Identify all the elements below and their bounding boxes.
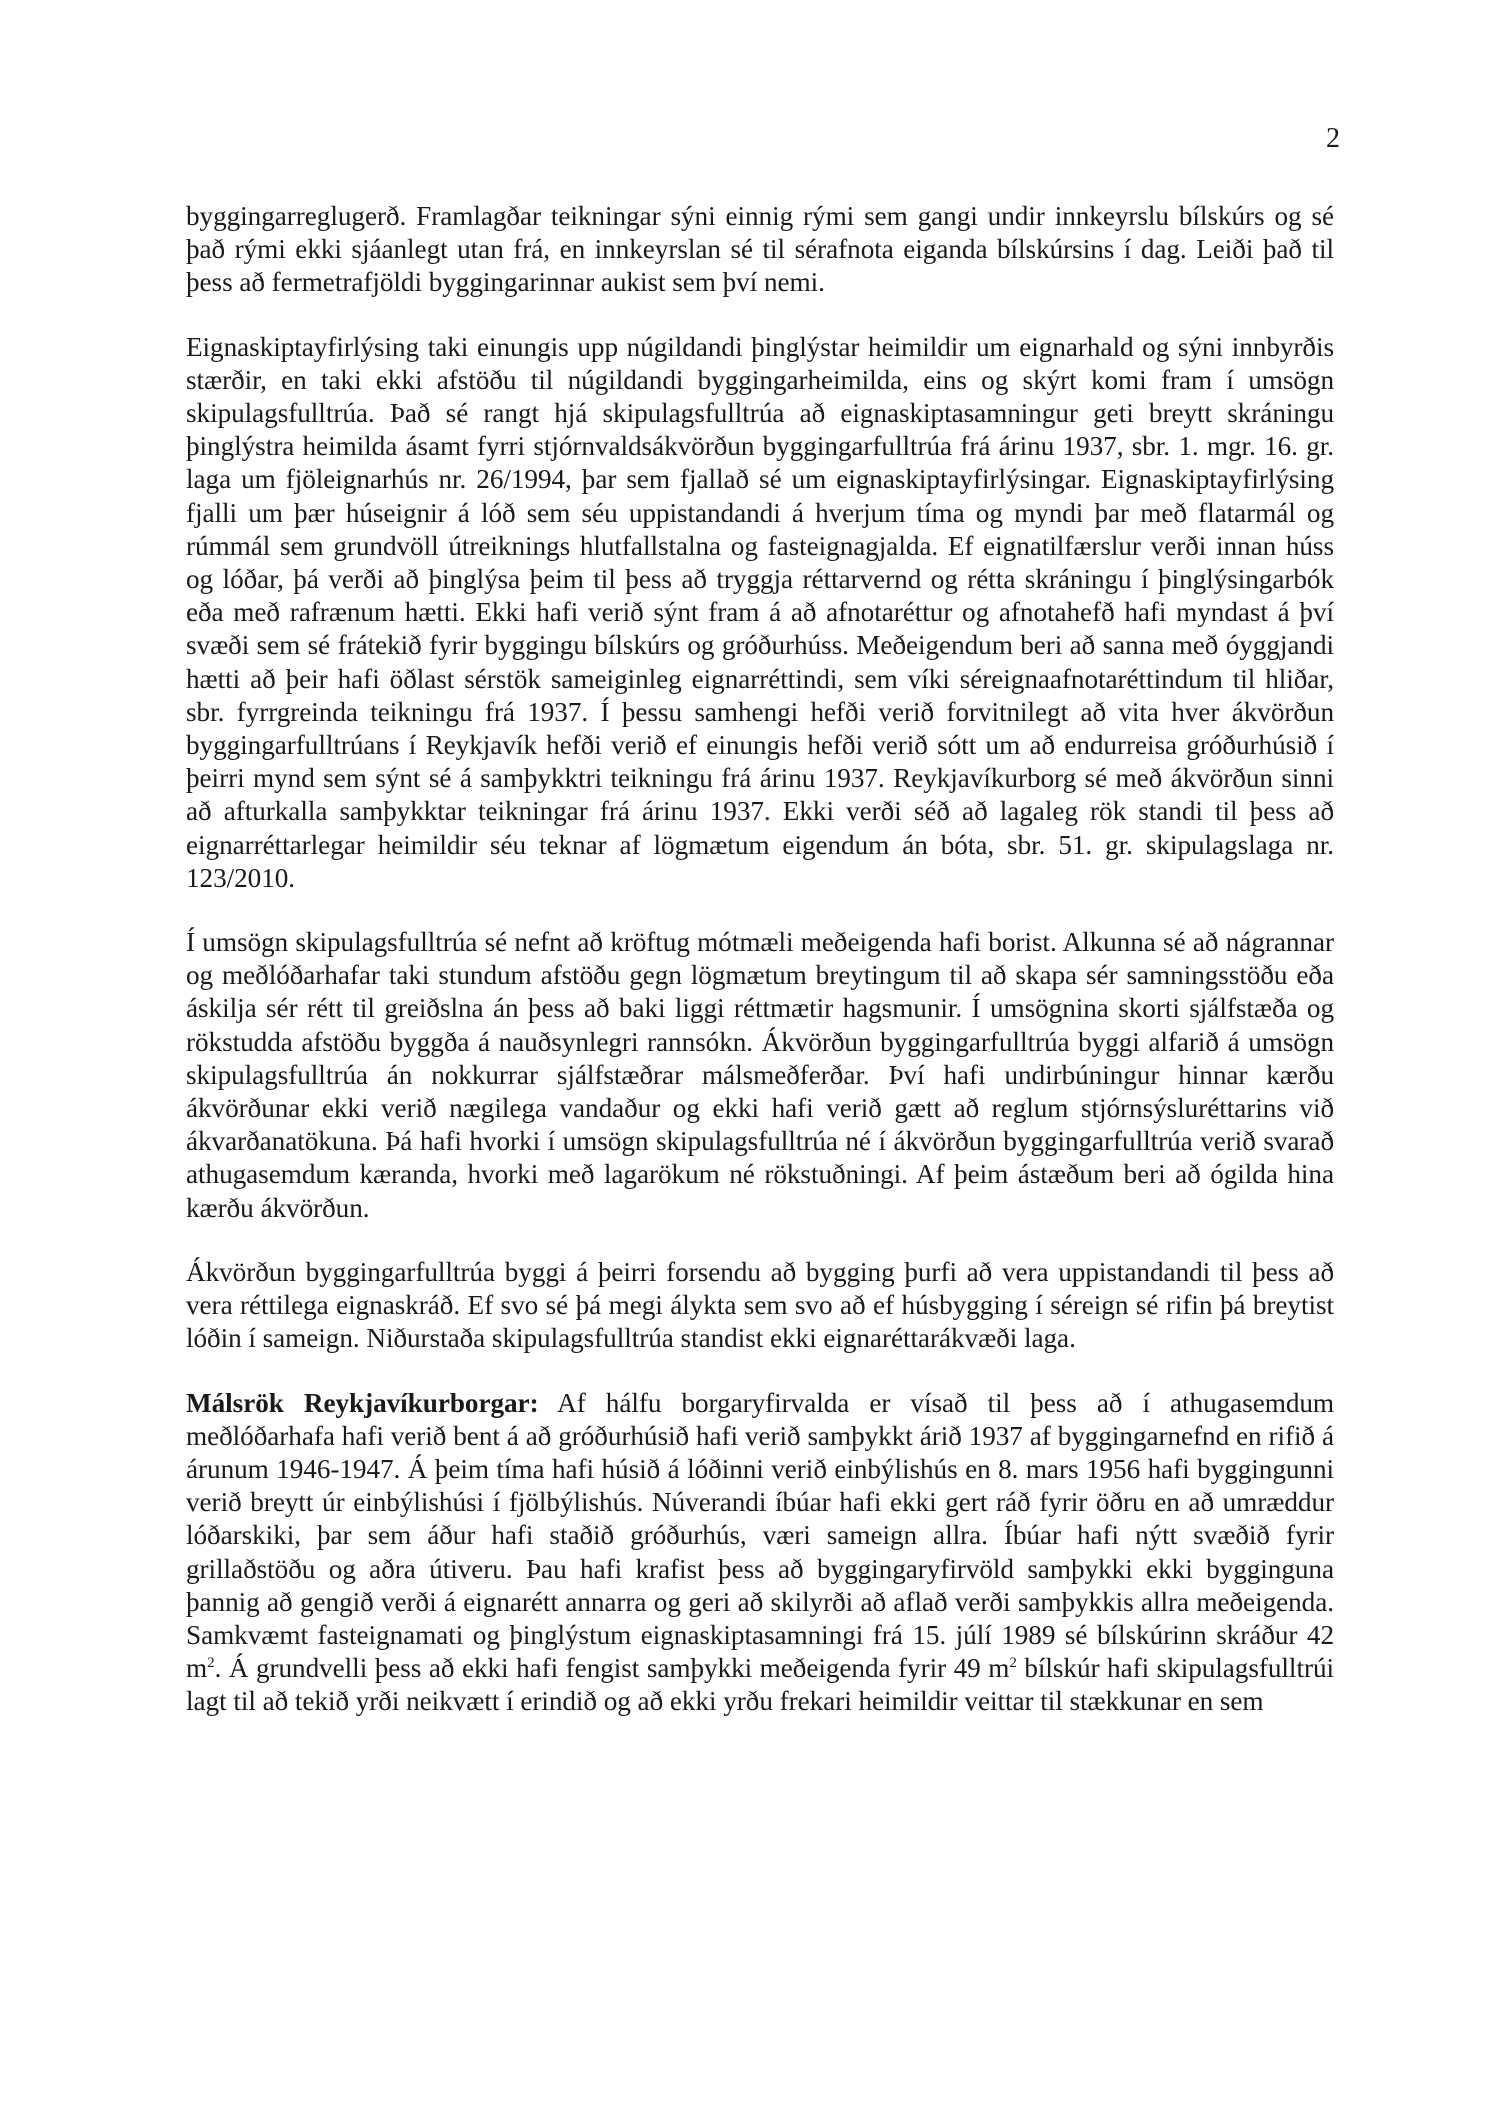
paragraph-ownership-declaration: Eignaskiptayfirlýsing taki einungis upp núgildandi þinglýstar heimildir um eignarhald og sýni innbyrðis stærðir, en taki ekki afstöðu til núgildandi byggingarheimilda, eins og skýrt komi fram í umsögn skipulagsfulltrúa. Það sé rangt hjá skipulagsfulltrúa að eignaskiptasamningur geti breytt skráningu þinglýstra heimilda ásamt fyrri stjórnvaldsákvörðun byggingarfulltrúa frá árinu 1937, sbr. 1. mgr. 16. gr. laga um fjöleignarhús nr. 26/1994, þar sem fjallað sé um eignaskiptayfirlýsingar. Eignaskiptayfirlýsing fjalli um þær húseignir á lóð sem séu uppistandandi á hverjum tíma og myndi þar með flatarmál og rúmmál sem grundvöll útreiknings hlutfallstalna og fasteignagjalda. Ef eignatilfærslur verði innan húss og lóðar, þá verði að þinglýsa þeim til þess að tryggja réttarvernd og rétta skráningu í þinglýsingarbók eða með rafrænum hætti. Ekki hafi verið sýnt fram á að afnotaréttur og afnotahefð hafi myndast á því svæði sem sé frátekið fyrir byggingu bílskúrs og gróðurhúss. Meðeigendum beri að sanna með óyggjandi hætti að þeir hafi öðlast sérstök sameiginleg eignarréttindi, sem víki séreignaafnotaréttindum til hliðar, sbr. fyrrgreinda teikningu frá 1937. Í þessu samhengi hefði verið forvitnilegt að vita hver ákvörðun byggingarfulltrúans í Reykjavík hefði verið ef einungis hefði verið sótt um að endurreisa gróðurhúsið í þeirri mynd sem sýnt sé á samþykktri teikningu frá árinu 1937. Reykjavíkurborg sé með ákvörðun sinni að afturkalla samþykktar teikningar frá árinu 1937. Ekki verði séð að lagaleg rök standi til þess að eignarréttarlegar heimildir séu teknar af lögmætum eigendum án bóta, sbr. 51. gr. skipulagslaga nr. 123/2010. [186, 331, 1334, 893]
paragraph-text-part: bílskúr hafi skipulagsfulltrúi lagt til að tekið yrði neikvætt í erindið og að ekki yrðu frekari heimildir veittar til stækkunar en sem [186, 1653, 1334, 1717]
paragraph-reykjavik-arguments [186, 1387, 1334, 1719]
paragraph-building-regulation: byggingarreglugerð. Framlagðar teikningar sýni einnig rými sem gangi undir innkeyrslu bílskúrs og sé það rými ekki sjáanlegt utan frá, en innkeyrslan sé til sérafnota eiganda bílskúrsins í dag. Leiði það til þess að fermetrafjöldi byggingarinnar aukist sem því nemi. [186, 201, 1334, 298]
paragraph-building-officer-decision: Ákvörðun byggingarfulltrúa byggi á þeirri forsendu að bygging þurfi að vera uppistandandi til þess að vera réttilega eignaskráð. Ef svo sé þá megi álykta sem svo að ef húsbygging í séreign sé rifin þá breytist lóðin í sameign. Niðurstaða skipulagsfulltrúa standist ekki eignaréttarákvæði laga. [186, 1256, 1334, 1354]
paragraph-text-part: Af hálfu borgaryfirvalda er vísað til þess að í athugasemdum meðlóðarhafa hafi verið bent á að gróðurhúsið hafi verið samþykkt árið 1937 af byggingarnefnd en rifið á árunum 1946-1947. Á þeim tíma hafi húsið á lóðinni verið einbýlishús en 8. mars 1956 hafi byggingunni verið breytt úr einbýlishúsi í fjölbýlishús. Núverandi íbúar hafi ekki gert ráð fyrir öðru en að umræddur lóðarskiki, þar sem áður hafi staðið gróðurhús, væri sameign allra. Íbúar hafi nýtt svæðið fyrir grillaðstöðu og aðra útiveru. Þau hafi krafist þess að byggingaryfirvöld samþykki ekki bygginguna þannig að gengið verði á eignarétt annarra og geri að skilyrði að aflað verði samþykkis allra meðeigenda. Samkvæmt fasteignamati og þinglýstum eignaskiptasamningi frá 15. júlí 1989 sé bílskúrinn skráður 42 m [186, 1387, 1335, 1684]
document-body [186, 200, 1334, 1750]
superscript-squared: 2 [207, 1655, 215, 1672]
paragraph-planning-opinion: Í umsögn skipulagsfulltrúa sé nefnt að kröftug mótmæli meðeigenda hafi borist. Alkunna sé að nágrannar og meðlóðarhafar taki stundum afstöðu gegn lögmætum breytingum til að skapa sér samningsstöðu eða áskilja sér rétt til greiðslna án þess að baki liggi réttmætir hagsmunir. Í umsögnina skorti sjálfstæða og rökstudda afstöðu byggða á nauðsynlegri rannsókn. Ákvörðun byggingarfulltrúa byggi alfarið á umsögn skipulagsfulltrúa án nokkurrar sjálfstæðrar málsmeðferðar. Því hafi undirbúningur hinnar kærðu ákvörðunar ekki verið nægilega vandaður og ekki hafi verið gætt að reglum stjórnsýsluréttarins við ákvarðanatökuna. Þá hafi hvorki í umsögn skipulagsfulltrúa né í ákvörðun byggingarfulltrúa verið svarað athugasemdum kæranda, hvorki með lagarökum né rökstuðningi. Af þeim ástæðum beri að ógilda hina kærðu ákvörðun. [186, 927, 1334, 1223]
section-heading-reykjavik-arguments: Málsrök Reykjavíkurborgar: [186, 1387, 539, 1418]
paragraph-text-part: . Á grundvelli þess að ekki hafi fengist samþykki meðeigenda fyrir 49 m [214, 1653, 1010, 1684]
superscript-squared: 2 [1009, 1655, 1017, 1672]
page-number: 2 [1326, 123, 1340, 154]
